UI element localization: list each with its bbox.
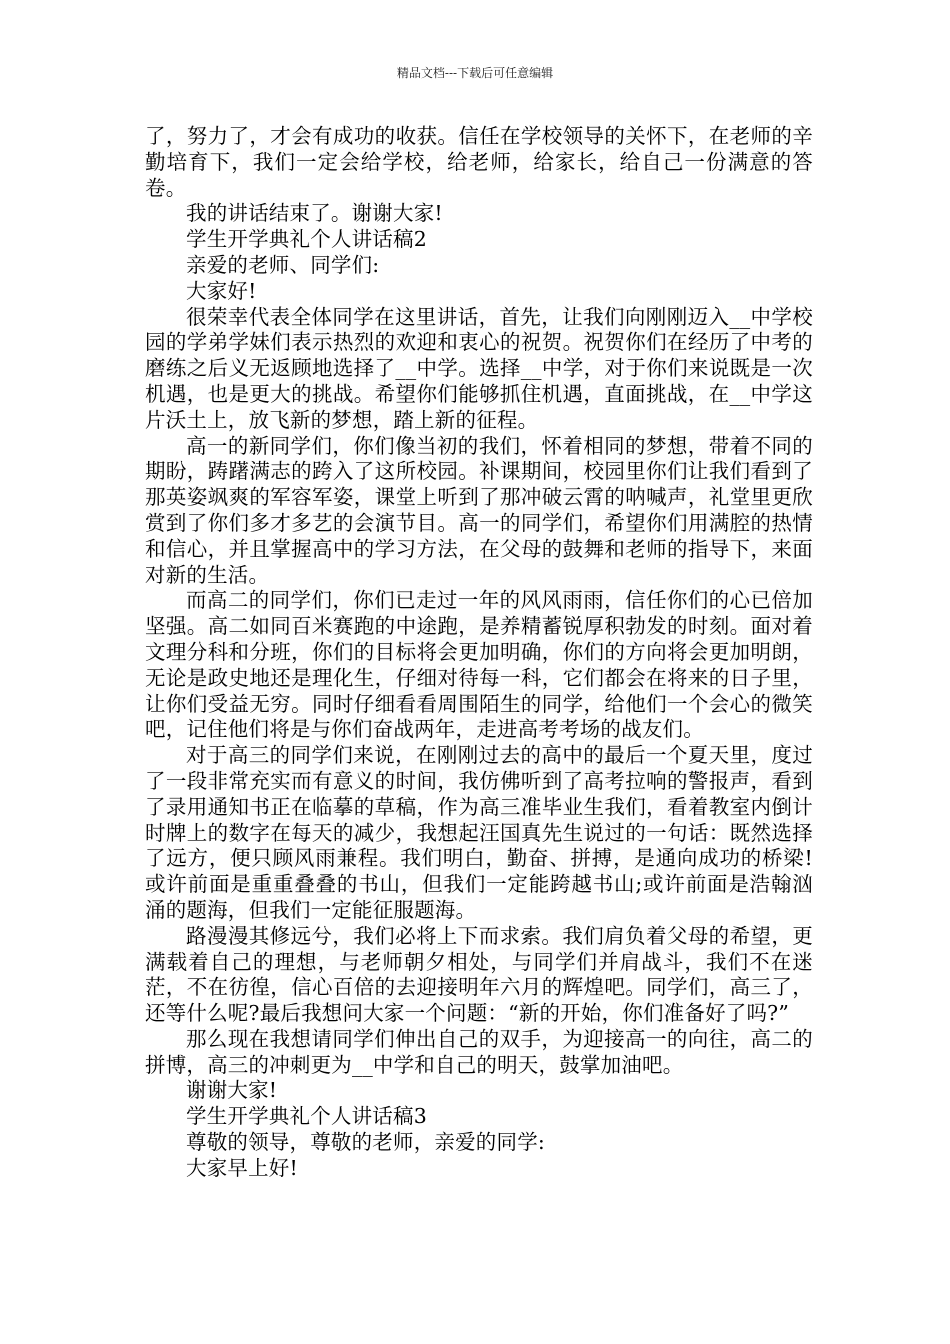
greeting: 大家好! (186, 278, 257, 303)
page-header: 精品文档---下载后可任意编辑 (396, 66, 554, 80)
paragraph: 那么现在我想请同学们伸出自己的双手，为迎接高一的向往，高二的拼博，高三的冲刺更为__中学和自己的明天，鼓掌加油吧。 (145, 1026, 813, 1077)
closing: 谢谢大家! (186, 1078, 278, 1103)
section-title: 学生开学典礼个人讲话稿3 (186, 1104, 427, 1129)
paragraph: 而高二的同学们，你们已走过一年的风风雨雨，信任你们的心已倍加坚强。高二如同百米赛跑的中途跑，是养精蓄锐厚积勃发的时刻。面对着文理分科和分班，你们的目标将会更加明确，你们的方向将会更加明朗，无论是政史地还是理化生，仔细对待每一科，它们都会在将来的日子里，让你们受益无穷。同时仔细看看周围陌生的同学，给他们一个会心的微笑吧，记住他们将是与你们奋战两年，走进高考考场的战友们。 (145, 588, 813, 742)
greeting: 大家早上好! (186, 1155, 298, 1180)
section-title: 学生开学典礼个人讲话稿2 (186, 227, 427, 252)
paragraph: 我的讲话结束了。谢谢大家! (186, 201, 443, 226)
salutation: 亲爱的老师、同学们: (186, 252, 380, 277)
paragraph: 对于高三的同学们来说，在刚刚过去的高中的最后一个夏天里，度过了一段非常充实而有意义的时间，我仿佛听到了高考拉响的警报声，看到了录用通知书正在临摹的草稿，作为高三准毕业生我们，看着教室内倒计时牌上的数字在每天的减少，我想起汪国真先生说过的一句话：既然选择了远方，便只顾风雨兼程。我们明白，勤奋、拼搏，是通向成功的桥梁!或许前面是重重叠叠的书山，但我们一定能跨越书山;或许前面是浩翰汹涌的题海，但我们一定能征服题海。 (145, 743, 813, 922)
salutation: 尊敬的领导，尊敬的老师，亲爱的同学: (186, 1130, 546, 1155)
paragraph: 高一的新同学们，你们像当初的我们，怀着相同的梦想，带着不同的期盼，踌躇满志的跨入了这所校园。补课期间，校园里你们让我们看到了那英姿飒爽的军容军姿，课堂上听到了那冲破云霄的呐喊声，礼堂里更欣赏到了你们多才多艺的会演节目。高一的同学们，希望你们用满腔的热情和信心，并且掌握高中的学习方法，在父母的鼓舞和老师的指导下，来面对新的生活。 (145, 433, 813, 587)
paragraph: 很荣幸代表全体同学在这里讲话，首先，让我们向刚刚迈入__中学校园的学弟学妹们表示热烈的欢迎和衷心的祝贺。祝贺你们在经历了中考的磨练之后义无返顾地选择了__中学。选择__中学，对于你们来说既是一次机遇，也是更大的挑战。希望你们能够抓住机遇，直面挑战，在__中学这片沃土上，放飞新的梦想，踏上新的征程。 (145, 304, 813, 432)
paragraph: 了，努力了，才会有成功的收获。信任在学校领导的关怀下，在老师的辛勤培育下，我们一定会给学校，给老师，给家长，给自己一份满意的答卷。 (145, 124, 813, 200)
paragraph: 路漫漫其修远兮，我们必将上下而求索。我们肩负着父母的希望，更满载着自己的理想，与老师朝夕相处，与同学们并肩战斗，我们不在迷茫，不在彷徨，信心百倍的去迎接明年六月的辉煌吧。同学们，高三了，还等什么呢?最后我想问大家一个问题：“新的开始，你们准备好了吗?” (145, 923, 813, 1026)
document-body (145, 124, 813, 1182)
